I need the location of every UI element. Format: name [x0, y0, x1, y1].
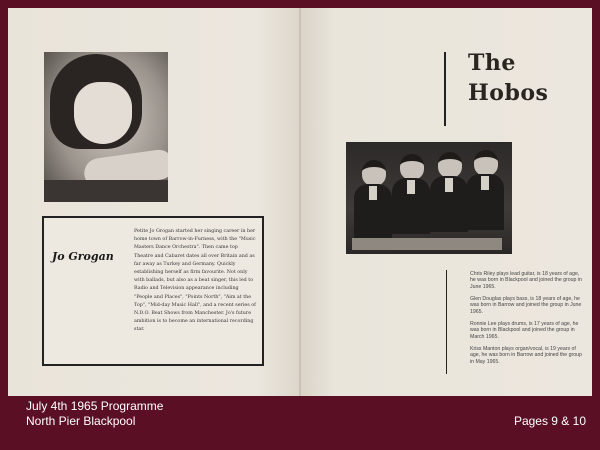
member-head	[362, 160, 386, 186]
band-member-figure	[466, 150, 504, 230]
caption-glen-douglas: Glen Douglas plays bass, is 18 years of age, he was born in Barrow and joined the group in June 1965.	[470, 296, 582, 315]
footer-page-numbers: Pages 9 & 10	[513, 414, 586, 428]
band-title-hobos: Hobos	[468, 80, 549, 106]
member-shirt	[369, 186, 377, 200]
photo-base	[44, 180, 168, 202]
hobos-band-photo	[346, 142, 512, 254]
caption-rule	[446, 270, 447, 374]
caption-kriss-manton: Kriss Manton plays organ/vocal, is 19 years of age, he was born in Barrow and joined the group in May 1965.	[470, 346, 582, 365]
jo-grogan-bio-box	[42, 216, 264, 366]
jo-grogan-photo	[44, 52, 168, 202]
jo-grogan-bio: Petite Jo Grogan started her singing career in her home town of Barrow-in-Furness, with the "Music Masters Dance Orchestra". Then came top Theatre and Cabaret dates all over Britain and as far away as Turkey and Germany. Quickly establishing herself as firm favourite. Not only with ballads, but also as a beat singer, this led to Radio and Television appearance including "People and Places", "Points North", "Aim at the Top", "Mid-day Music Hall", and a recent series of N.D.O. Beat Shows from Manchester. Jo's future ambition is to become an international recording star.	[134, 229, 256, 333]
member-shirt	[445, 178, 453, 192]
programme-spread	[8, 8, 592, 396]
member-shirt	[481, 176, 489, 190]
member-head	[400, 154, 424, 180]
left-page	[8, 8, 300, 396]
footer-programme-date: July 4th 1965 Programme	[26, 399, 164, 413]
page-gutter	[299, 8, 301, 396]
member-head	[474, 150, 498, 176]
jo-grogan-heading: Jo Grogan	[52, 250, 114, 263]
band-member-figure	[430, 152, 468, 232]
photo-face	[74, 82, 132, 144]
member-head	[438, 152, 462, 178]
footer-info	[26, 399, 163, 429]
caption-chris-riley: Chris Riley plays lead guitar, is 18 years of age, he was born in Blackpool and joined the group in June 1965.	[470, 271, 582, 290]
caption-ronnie-lee: Ronnie Lee plays drums, is 17 years of age, he was born in Blackpool and joined the group in March 1965.	[470, 321, 579, 340]
band-member-figure	[354, 160, 392, 240]
photo-table	[352, 238, 502, 250]
footer-venue: North Pier Blackpool	[26, 414, 136, 428]
title-rule	[444, 52, 446, 126]
band-title-the: The	[468, 50, 516, 76]
member-shirt	[407, 180, 415, 194]
band-member-figure	[392, 154, 430, 234]
